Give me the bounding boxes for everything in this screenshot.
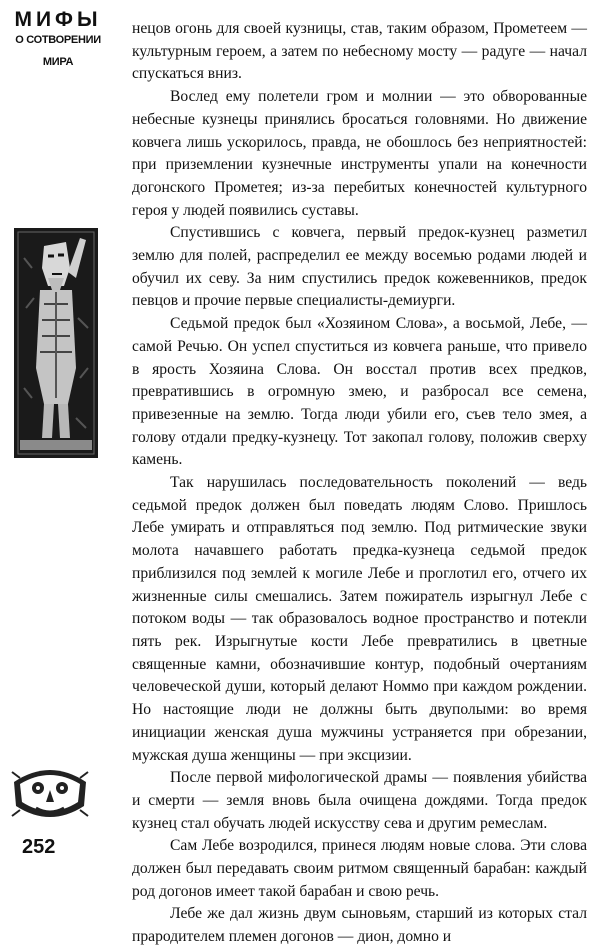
paragraph: Сам Лебе возродился, принеся людям новые слова. Эти слова должен был передавать своим ритмом священный барабан: каждый род догонов имеет такой барабан и свою речь. (132, 837, 587, 900)
paragraph: Лебе же дал жизнь двум сыновьям, старший из которых стал прародителем племен догонов — дион, домно и (132, 905, 587, 946)
sidebar (0, 0, 118, 871)
running-head-subtitle-line1: О СОТВОРЕНИИ (15, 34, 101, 46)
paragraph: Спустившись с ковчега, первый предок-кузнец разметил землю для полей, распределил ее между восемью родами людей и обучил их севу. За ним спустились предок кожевенников, предок певцов и прочие первые специалисты-демиурги. (132, 224, 587, 310)
paragraph: Так нарушилась последовательность поколений — ведь седьмой предок должен был поведать людям Слово. Пришлось Лебе умирать и отправляться под землю. Под ритмические звуки молота начавшего работать предка-кузнеца седьмой предок приблизился под землей к могиле Лебе и проглотил его, отчего их жизненные силы смешались. Затем пожиратель изрыгнул Лебе с потоком воды — так образовалось водное пространство и потекли пять рек. Изрыгнутые кости Лебе превратились в цветные священные камни, обозначившие контур, подобный очертаниям человеческой души, который делают Номмо при каждом рождении. Но настоящие люди не должны быть двуполыми: во время инициации женская душа мужчины устраняется при обрезании, мужская душа женщины — при эксцизии. (132, 474, 587, 764)
running-head-subtitle-line2: МИРА (42, 56, 74, 68)
statue-illustration-icon (14, 228, 98, 458)
paragraph-continuation: нецов огонь для своей кузницы, став, таким образом, Прометеем — культурным героем, а затем по небесному мосту — радуге — начал спускаться вниз. (132, 20, 587, 83)
paragraph: Вослед ему полетели гром и молнии — это обворованные небесные кузнецы принялись бросаться головнями. Но движение ковчега лишь ускорилось, правда, не обошлось без неприятностей: при приземлении кузнечные инструменты упали на конечности догонского Прометея; из-за перебитых конечностей культурного героя у людей появились суставы. (132, 88, 587, 219)
paragraph: После первой мифологической драмы — появления убийства и смерти — земля вновь была очищена дождями. Тогда предок кузнец стал обучать людей искусству сева и другим ремеслам. (132, 769, 587, 832)
paragraph: Седьмой предок был «Хозяином Слова», а восьмой, Лебе, — самой Речью. Он успел спуститься из ковчега раньше, что привело в ярость Хозяина Слова. Он восстал против всех предков, превратившись в огромную змею, и разбросал все семена, привезенные на землю. Тогда люди убили его, съев тело змея, а голову отдали предку-кузнецу. Тот закопал голову, положив сверху камень. (132, 315, 587, 469)
running-head (4, 8, 112, 70)
mask-ornament-icon (10, 762, 90, 824)
body-text (132, 18, 587, 949)
running-head-title: МИФЫ (14, 8, 102, 31)
page-number: 252 (22, 836, 56, 858)
